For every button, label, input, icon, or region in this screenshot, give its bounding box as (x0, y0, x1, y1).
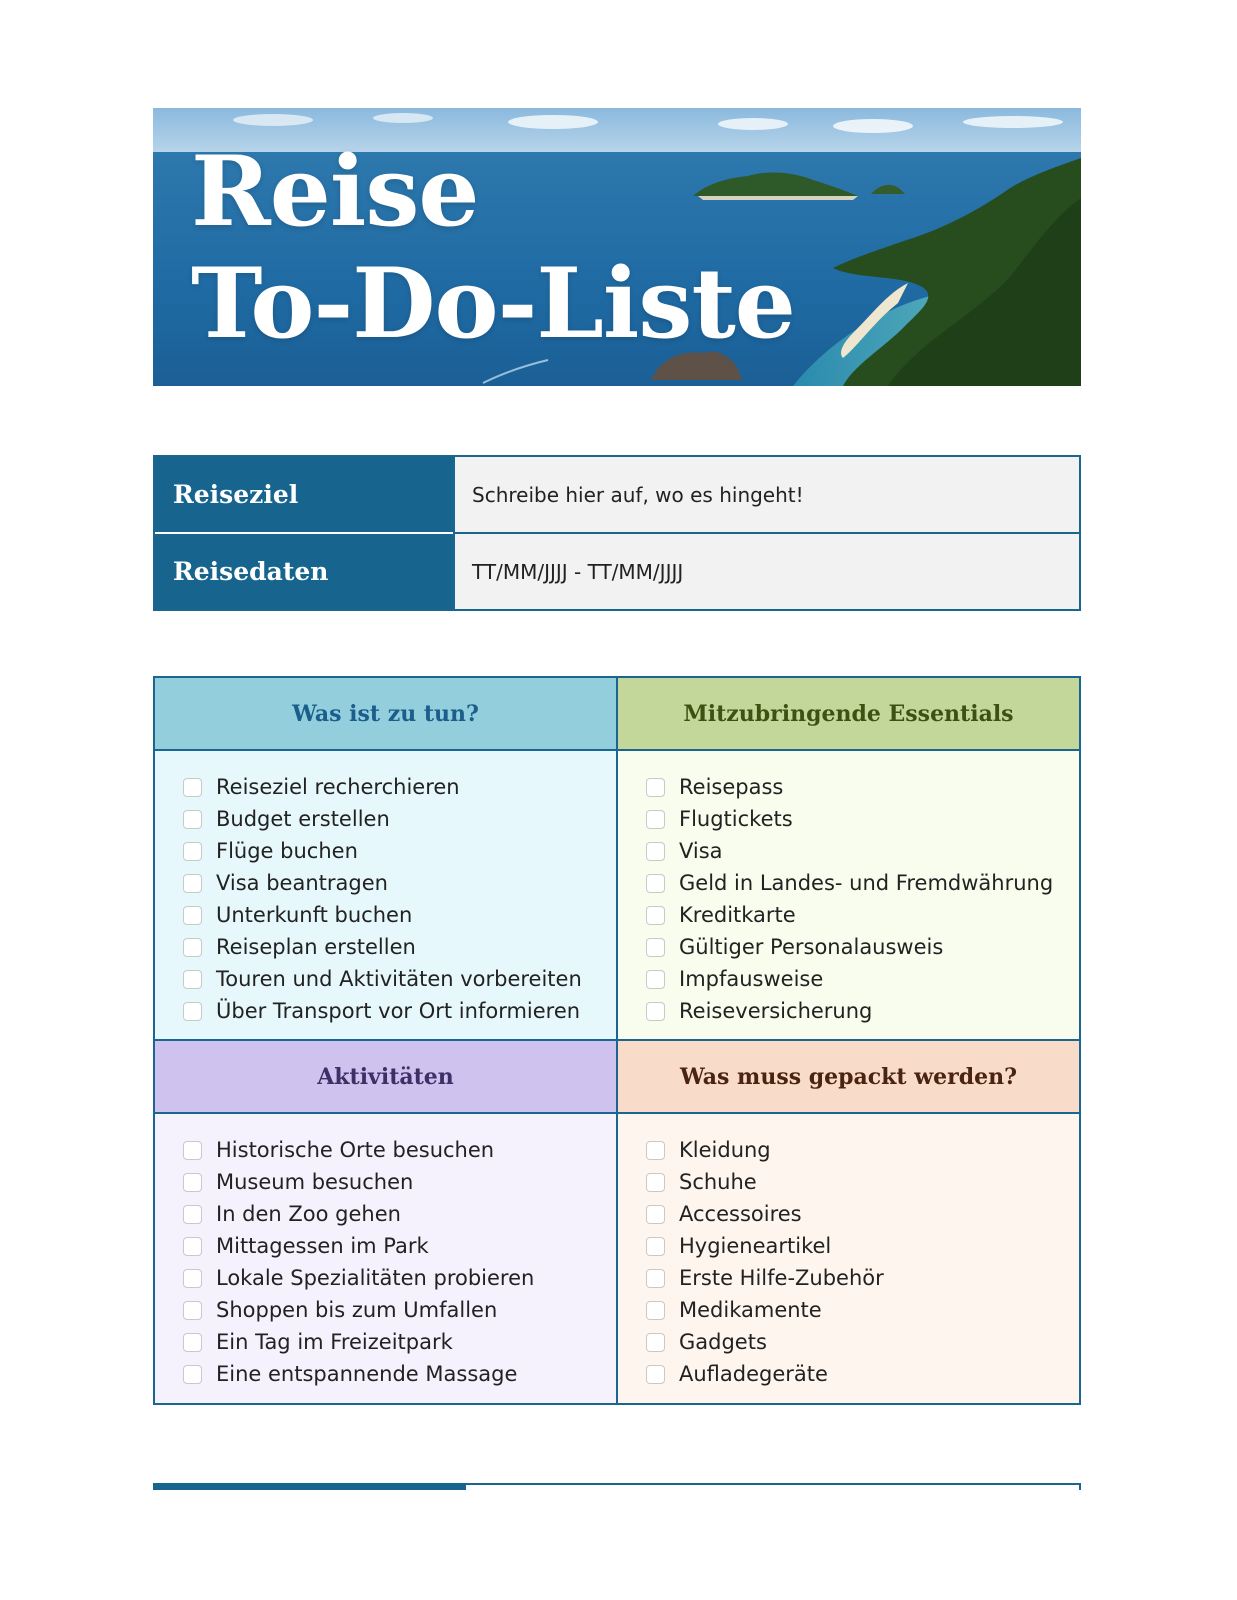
checkbox[interactable] (183, 1333, 202, 1352)
checkbox[interactable] (183, 1205, 202, 1224)
header-banner (153, 108, 1081, 386)
checklist-item-label: Reisepass (679, 775, 784, 799)
checkbox[interactable] (646, 1173, 665, 1192)
checklist-item-label: Eine entspannende Massage (216, 1362, 518, 1386)
todo-header: Was ist zu tun? (155, 678, 616, 749)
checkbox[interactable] (183, 1301, 202, 1320)
checklist-item[interactable] (183, 931, 616, 963)
checkbox[interactable] (646, 1141, 665, 1160)
checklist-item[interactable] (183, 1262, 616, 1294)
checklist-item-label: Impfausweise (679, 967, 824, 991)
checkbox[interactable] (646, 1205, 665, 1224)
checklist-item[interactable] (183, 995, 616, 1027)
checkbox[interactable] (183, 906, 202, 925)
checklist-item[interactable] (183, 1230, 616, 1262)
checkbox[interactable] (183, 810, 202, 829)
checklist-item[interactable] (646, 1198, 1079, 1230)
checklist-item-label: Ein Tag im Freizeitpark (216, 1330, 453, 1354)
checklist-item[interactable] (646, 1134, 1079, 1166)
footer-edge (1079, 1483, 1081, 1490)
checklist-item[interactable] (646, 1166, 1079, 1198)
checklist-item[interactable] (646, 1358, 1079, 1390)
checkbox[interactable] (183, 778, 202, 797)
checkbox[interactable] (183, 1002, 202, 1021)
checklist-item[interactable] (646, 1326, 1079, 1358)
checklist-item[interactable] (646, 1294, 1079, 1326)
checklist-item[interactable] (646, 899, 1079, 931)
dates-row (155, 534, 1079, 609)
checklist-item-label: Unterkunft buchen (216, 903, 413, 927)
checklist-item[interactable] (646, 963, 1079, 995)
checkbox[interactable] (646, 906, 665, 925)
essentials-list (618, 751, 1079, 1039)
checkbox[interactable] (646, 938, 665, 957)
checklist-item[interactable] (183, 803, 616, 835)
checklist-item-label: Budget erstellen (216, 807, 390, 831)
checkbox[interactable] (646, 778, 665, 797)
checklist-item[interactable] (646, 835, 1079, 867)
divider (155, 1039, 1079, 1041)
activities-list (155, 1114, 616, 1403)
title-line-1: Reise (191, 135, 479, 248)
checklist-item[interactable] (183, 1294, 616, 1326)
checklist-item-label: Historische Orte besuchen (216, 1138, 495, 1162)
divider (155, 1112, 1079, 1114)
checkbox[interactable] (646, 1301, 665, 1320)
checklist-item-label: Lokale Spezialitäten probieren (216, 1266, 535, 1290)
checkbox[interactable] (183, 842, 202, 861)
checklist-item[interactable] (646, 1262, 1079, 1294)
essentials-header: Mitzubringende Essentials (618, 678, 1079, 749)
title-line-2: To-Do-Liste (191, 247, 795, 360)
checklist-item-label: Erste Hilfe-Zubehör (679, 1266, 884, 1290)
checklist-grid (153, 676, 1081, 1405)
checkbox[interactable] (646, 970, 665, 989)
divider (155, 749, 1079, 751)
destination-field[interactable]: Schreibe hier auf, wo es hingeht! (455, 457, 1079, 532)
divider (453, 457, 455, 609)
checklist-item[interactable] (183, 963, 616, 995)
checklist-item[interactable] (646, 771, 1079, 803)
checkbox[interactable] (646, 1237, 665, 1256)
checklist-item-label: Gültiger Personalausweis (679, 935, 944, 959)
checkbox[interactable] (646, 842, 665, 861)
checklist-item-label: Schuhe (679, 1170, 757, 1194)
checklist-item-label: Touren und Aktivitäten vorbereiten (216, 967, 582, 991)
checklist-item-label: Reiseversicherung (679, 999, 873, 1023)
checklist-item-label: Über Transport vor Ort informieren (216, 999, 581, 1023)
checkbox[interactable] (183, 938, 202, 957)
checklist-item-label: Kleidung (679, 1138, 771, 1162)
todo-list (155, 751, 616, 1039)
packing-header: Was muss gepackt werden? (618, 1041, 1079, 1112)
checklist-item-label: Reiseziel recherchieren (216, 775, 460, 799)
checklist-item-label: Visa (679, 839, 723, 863)
checkbox[interactable] (183, 1365, 202, 1384)
activities-header: Aktivitäten (155, 1041, 616, 1112)
checkbox[interactable] (646, 810, 665, 829)
destination-label: Reiseziel (155, 457, 453, 532)
checklist-item[interactable] (646, 803, 1079, 835)
checklist-item[interactable] (183, 867, 616, 899)
checklist-item[interactable] (183, 1198, 616, 1230)
checklist-item[interactable] (183, 899, 616, 931)
checklist-item[interactable] (646, 931, 1079, 963)
destination-row (155, 457, 1079, 532)
checkbox[interactable] (646, 1002, 665, 1021)
checklist-item-label: In den Zoo gehen (216, 1202, 401, 1226)
footer-line (466, 1483, 1081, 1485)
checkbox[interactable] (183, 1237, 202, 1256)
checkbox[interactable] (183, 970, 202, 989)
checklist-item-label: Museum besuchen (216, 1170, 414, 1194)
checkbox[interactable] (183, 1269, 202, 1288)
checklist-item[interactable] (183, 1326, 616, 1358)
checklist-item[interactable] (646, 867, 1079, 899)
checkbox[interactable] (183, 874, 202, 893)
checklist-item-label: Reiseplan erstellen (216, 935, 416, 959)
page-title (191, 136, 795, 360)
packing-list (618, 1114, 1079, 1403)
checklist-item[interactable] (183, 835, 616, 867)
checklist-item-label: Medikamente (679, 1298, 822, 1322)
checkbox[interactable] (646, 1269, 665, 1288)
checklist-item-label: Aufladegeräte (679, 1362, 828, 1386)
checklist-item-label: Accessoires (679, 1202, 802, 1226)
trip-info-table (153, 455, 1081, 611)
checklist-item-label: Flugtickets (679, 807, 793, 831)
dates-field[interactable]: TT/MM/JJJJ - TT/MM/JJJJ (455, 534, 1079, 609)
checklist-item[interactable] (183, 1166, 616, 1198)
checklist-item-label: Kreditkarte (679, 903, 796, 927)
checkbox[interactable] (646, 1333, 665, 1352)
footer-bar (153, 1483, 466, 1490)
checklist-item[interactable] (183, 1134, 616, 1166)
checklist-item[interactable] (183, 1358, 616, 1390)
checklist-item-label: Mittagessen im Park (216, 1234, 429, 1258)
checklist-item-label: Flüge buchen (216, 839, 358, 863)
checkbox[interactable] (646, 1365, 665, 1384)
checkbox[interactable] (183, 1141, 202, 1160)
checklist-item-label: Geld in Landes- und Fremdwährung (679, 871, 1054, 895)
checkbox[interactable] (183, 1173, 202, 1192)
checklist-item-label: Visa beantragen (216, 871, 388, 895)
checklist-item[interactable] (646, 1230, 1079, 1262)
checkbox[interactable] (646, 874, 665, 893)
checklist-item-label: Hygieneartikel (679, 1234, 832, 1258)
checklist-item-label: Shoppen bis zum Umfallen (216, 1298, 498, 1322)
dates-label: Reisedaten (155, 534, 453, 609)
checklist-item-label: Gadgets (679, 1330, 767, 1354)
checklist-item[interactable] (646, 995, 1079, 1027)
checklist-item[interactable] (183, 771, 616, 803)
